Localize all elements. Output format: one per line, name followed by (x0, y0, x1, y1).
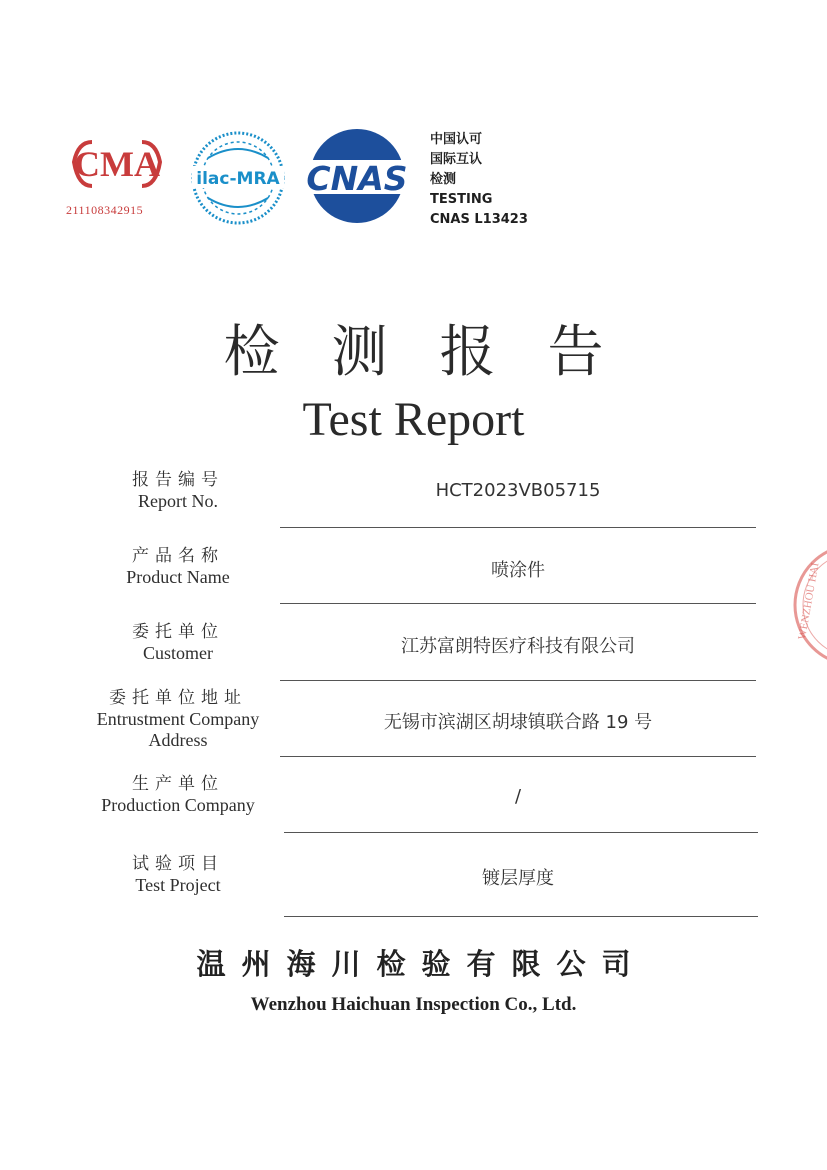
official-seal (787, 540, 827, 670)
field-label (78, 470, 278, 512)
field-label-en: Report No. (138, 491, 218, 511)
field-label (78, 546, 278, 588)
field-underline (280, 756, 756, 757)
field-label-en: Production Company (101, 795, 255, 815)
cnas-line: 检测 (430, 172, 457, 187)
field-underline (280, 527, 756, 528)
field-underline (284, 832, 758, 833)
accreditation-logos (0, 0, 827, 260)
field-label (78, 622, 278, 664)
field-label (78, 774, 278, 816)
field-label-cn: 委托单位地址 (109, 688, 247, 708)
cma-letters: CMA (74, 144, 160, 184)
company-name-cn: 温州海川检验有限公司 (196, 947, 647, 981)
cnas-accreditation-text (430, 130, 528, 230)
production-company-value: / (514, 786, 522, 807)
customer-value: 江苏富朗特医疗科技有限公司 (401, 636, 635, 657)
test-project-value: 镀层厚度 (482, 868, 554, 889)
cnas-line: 中国认可 (430, 132, 483, 147)
field-label-en: Entrustment Company Address (96, 709, 260, 750)
cnas-line: TESTING (430, 192, 493, 207)
field-underline (280, 680, 756, 681)
field-label-cn: 生产单位 (132, 774, 224, 794)
field-underline (284, 916, 758, 917)
field-label-cn: 委托单位 (132, 622, 224, 642)
report-title-cn: 检测报告 (223, 320, 656, 385)
cnas-logo (300, 129, 414, 223)
field-label-cn: 报告编号 (132, 470, 224, 490)
field-label-cn: 试验项目 (132, 854, 224, 874)
product-name-value: 喷涂件 (491, 560, 545, 581)
field-underline (280, 603, 756, 604)
report-title-en: Test Report (302, 393, 525, 446)
company-name-en: Wenzhou Haichuan Inspection Co., Ltd. (250, 994, 577, 1015)
field-label (78, 854, 278, 896)
seal-text: WENZHOU HAI (796, 561, 822, 641)
field-label-en: Customer (143, 643, 213, 663)
field-label-en: Product Name (126, 567, 230, 587)
field-label-en: Test Project (135, 875, 221, 895)
cnas-letters: CNAS (306, 159, 408, 198)
ilac-mra-logo (192, 133, 284, 223)
address-value: 无锡市滨湖区胡埭镇联合路 19 号 (383, 712, 653, 733)
ilac-text: ilac-MRA (196, 169, 280, 189)
field-label-cn: 产品名称 (132, 546, 224, 566)
cma-logo (74, 142, 160, 186)
field-label (78, 688, 278, 751)
cnas-line: 国际互认 (430, 152, 483, 167)
report-number-value: HCT2023VB05715 (435, 480, 601, 501)
logo-graphics (0, 0, 827, 260)
cnas-line: CNAS L13423 (430, 212, 528, 227)
cma-number: 211108342915 (66, 203, 144, 217)
